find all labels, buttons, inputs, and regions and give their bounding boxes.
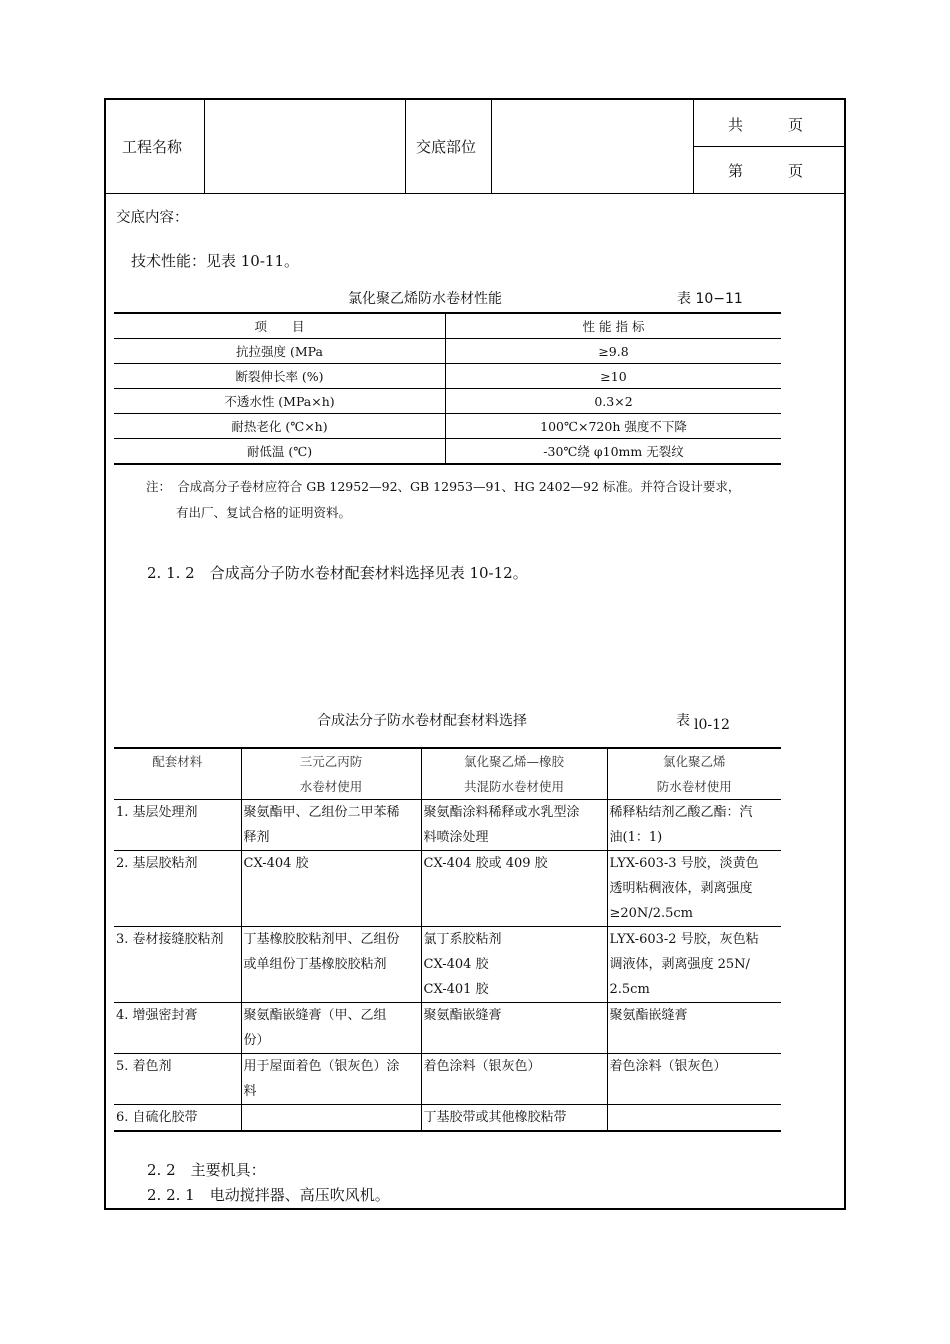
table-cell bbox=[607, 1105, 781, 1132]
performance-table bbox=[114, 312, 781, 465]
table-cell: 6. 自硫化胶带 bbox=[114, 1105, 241, 1132]
table-cell: 用于屋面着色（银灰色）涂 料 bbox=[241, 1054, 421, 1105]
header-divider bbox=[491, 100, 492, 193]
table-cell: CX-404 胶或 409 胶 bbox=[421, 851, 607, 927]
table-cell: -30℃绕 φ10mm 无裂纹 bbox=[446, 439, 782, 465]
header-cell bbox=[607, 748, 781, 800]
header-cell bbox=[114, 748, 241, 800]
table-row bbox=[114, 851, 781, 927]
content-label: 交底内容： bbox=[116, 210, 189, 226]
table-row bbox=[114, 800, 781, 851]
table-row bbox=[114, 1105, 781, 1132]
table-cell: LYX-603-2 号胶，灰色粘 调液体，剥离强度 25N/ 2.5cm bbox=[607, 927, 781, 1003]
table-cell: 4. 增强密封膏 bbox=[114, 1003, 241, 1054]
table1-title: 氯化聚乙烯防水卷材性能 bbox=[348, 291, 502, 307]
table-cell: 1. 基层处理剂 bbox=[114, 800, 241, 851]
header-divider bbox=[694, 146, 844, 147]
table-cell: 断裂伸长率 (%) bbox=[114, 364, 446, 389]
total-pages: 共 页 bbox=[728, 116, 804, 134]
table-cell: 聚氨酯甲、乙组份二甲苯稀 释剂 bbox=[241, 800, 421, 851]
header-line: 氯化聚乙烯 bbox=[662, 754, 726, 769]
table-cell: 聚氨酯嵌缝膏 bbox=[421, 1003, 607, 1054]
header-line: 水卷材使用 bbox=[299, 779, 363, 794]
section-2-1-2: 2. 1. 2 合成高分子防水卷材配套材料选择见表 10-12。 bbox=[147, 564, 528, 582]
header-cell bbox=[241, 748, 421, 800]
header-line: 三元乙丙防 bbox=[299, 754, 363, 769]
header-line: 氯化聚乙烯—橡胶 bbox=[463, 754, 564, 769]
header-line: 共混防水卷材使用 bbox=[463, 779, 564, 794]
table2-number-suffix: l0-12 bbox=[694, 717, 730, 733]
tech-performance-text: 技术性能：见表 10-11。 bbox=[131, 252, 300, 270]
table-cell: 着色涂料（银灰色） bbox=[607, 1054, 781, 1105]
table1-note bbox=[146, 474, 786, 526]
section-2-2-1: 2. 2. 1 电动搅拌器、高压吹风机。 bbox=[147, 1186, 390, 1204]
location-label: 交底部位 bbox=[416, 138, 477, 156]
header-table bbox=[106, 100, 844, 194]
header-line: 配套材料 bbox=[152, 754, 203, 769]
section-2-2: 2. 2 主要机具： bbox=[147, 1161, 266, 1179]
table-cell: 丁基胶带或其他橡胶粘带 bbox=[421, 1105, 607, 1132]
table-cell: LYX-603-3 号胶，淡黄色 透明粘稠液体，剥离强度 ≥20N/2.5cm bbox=[607, 851, 781, 927]
header-divider bbox=[405, 100, 406, 193]
table-row bbox=[114, 364, 781, 389]
header-line: 防水卷材使用 bbox=[656, 779, 732, 794]
table-row bbox=[114, 339, 781, 364]
table-row bbox=[114, 1054, 781, 1105]
table-cell: 2. 基层胶粘剂 bbox=[114, 851, 241, 927]
table-cell: 着色涂料（银灰色） bbox=[421, 1054, 607, 1105]
table-cell: 100℃×720h 强度不下降 bbox=[446, 414, 782, 439]
table-cell: 不透水性 (MPa×h) bbox=[114, 389, 446, 414]
table-row bbox=[114, 927, 781, 1003]
project-name-label: 工程名称 bbox=[122, 138, 183, 156]
table2-number-prefix: 表 bbox=[676, 713, 690, 729]
table-cell: 聚氨酯嵌缝膏 bbox=[607, 1003, 781, 1054]
table-cell: 耐热老化 (℃×h) bbox=[114, 414, 446, 439]
table-cell: 3. 卷材接缝胶粘剂 bbox=[114, 927, 241, 1003]
table-cell: 聚氨酯涂料稀释或水乳型涂 料喷涂处理 bbox=[421, 800, 607, 851]
table-cell: 5. 着色剂 bbox=[114, 1054, 241, 1105]
materials-table bbox=[114, 747, 781, 1132]
table-cell: 抗拉强度 (MPa bbox=[114, 339, 446, 364]
note-line: 注： 合成高分子卷材应符合 GB 12952—92、GB 12953—91、HG 2402—92 标准。并符合设计要求， bbox=[146, 479, 741, 494]
table-cell: CX-404 胶 bbox=[241, 851, 421, 927]
table1-number: 表 10−11 bbox=[677, 291, 743, 307]
table-row bbox=[114, 439, 781, 465]
table2-title: 合成法分子防水卷材配套材料选择 bbox=[317, 713, 527, 729]
table-cell bbox=[241, 1105, 421, 1132]
note-line: 有出厂、复试合格的证明资料。 bbox=[176, 505, 352, 520]
table-header-row bbox=[114, 313, 781, 339]
table-cell: ≥10 bbox=[446, 364, 782, 389]
table-cell: ≥9.8 bbox=[446, 339, 782, 364]
header-cell bbox=[421, 748, 607, 800]
header-cell: 性 能 指 标 bbox=[446, 313, 782, 339]
header-divider bbox=[204, 100, 205, 193]
table-cell: 丁基橡胶胶粘剂甲、乙组份 或单组份丁基橡胶胶粘剂 bbox=[241, 927, 421, 1003]
table-cell: 0.3×2 bbox=[446, 389, 782, 414]
table-header-row bbox=[114, 748, 781, 800]
table-cell: 氯丁系胶粘剂 CX-404 胶 CX-401 胶 bbox=[421, 927, 607, 1003]
table-row bbox=[114, 414, 781, 439]
header-cell: 项 目 bbox=[114, 313, 446, 339]
table-cell: 耐低温 (℃) bbox=[114, 439, 446, 465]
table-cell: 稀释粘结剂乙酸乙酯：汽 油(1：1) bbox=[607, 800, 781, 851]
table-cell: 聚氨酯嵌缝膏（甲、乙组 份） bbox=[241, 1003, 421, 1054]
table-row bbox=[114, 1003, 781, 1054]
table-row bbox=[114, 389, 781, 414]
page-number: 第 页 bbox=[728, 162, 804, 180]
